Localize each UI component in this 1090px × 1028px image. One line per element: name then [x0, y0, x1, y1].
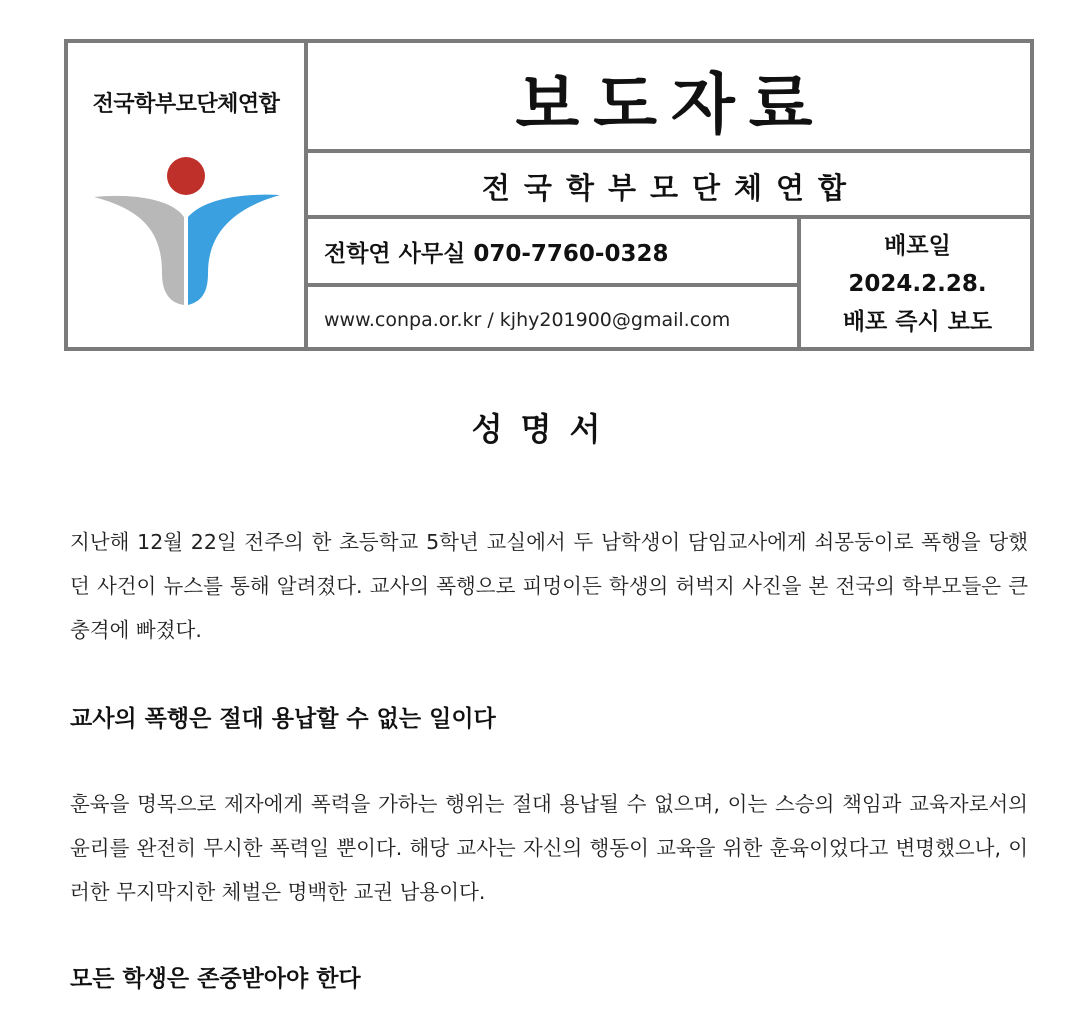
paragraph-2: 훈육을 명목으로 제자에게 폭력을 가하는 행위는 절대 용납될 수 없으며, 이는 스승의 책임과 교육자로서의 윤리를 완전히 무시한 폭력일 뿐이다. 해당 교사는 자신의 행동이 교육을 위한 훈육이었다고 변명했으나, 이러한 무지막지한 체벌은 명백한 교권 남용이다.	[70, 792, 1028, 904]
logo-head	[167, 157, 205, 195]
organization-logo	[92, 155, 282, 305]
section-heading-2: 모든 학생은 존중받아야 한다	[70, 966, 361, 992]
website-email[interactable]: www.conpa.or.kr / kjhy201900@gmail.com	[324, 309, 731, 331]
document-title: 성명서	[471, 410, 619, 448]
release-info	[801, 217, 1034, 351]
logo-left-arm	[94, 196, 184, 305]
org-name: 전국학부모단체연합	[92, 92, 280, 117]
press-release-header	[64, 39, 1034, 351]
release-date: 2024.2.28.	[848, 271, 987, 297]
release-note: 배포 즉시 보도	[842, 309, 993, 335]
section-heading-1: 교사의 폭행은 절대 용납할 수 없는 일이다	[70, 706, 496, 732]
contact-phone: 전학연 사무실 070-7760-0328	[324, 240, 669, 267]
divider	[308, 283, 797, 287]
release-label: 배포일	[884, 233, 951, 259]
paragraph-1: 지난해 12월 22일 전주의 한 초등학교 5학년 교실에서 두 남학생이 담임교사에게 쇠몽둥이로 폭행을 당했던 사건이 뉴스를 통해 알려졌다. 교사의 폭행으로 피멍이든 학생의 허벅지 사진을 본 전국의 학부모들은 큰 충격에 빠졌다.	[70, 530, 1028, 642]
org-subtitle: 전국학부모단체연합	[481, 170, 861, 205]
press-release-title: 보도자료	[515, 65, 827, 143]
logo-right-arm	[188, 195, 280, 305]
